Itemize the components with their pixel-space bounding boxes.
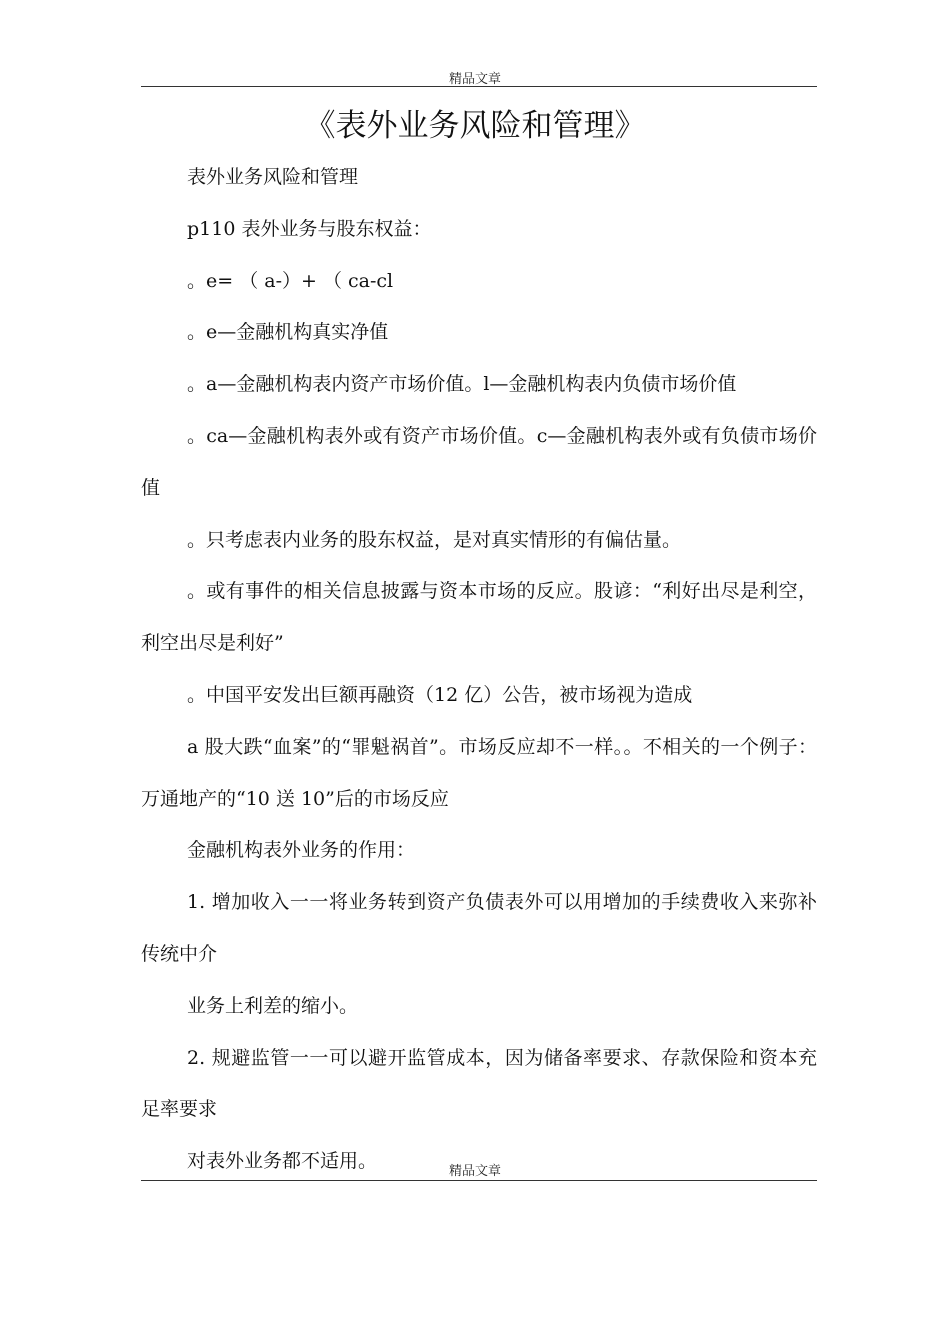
paragraph: 表外业务风险和管理: [187, 166, 359, 188]
paragraph: 业务上利差的缩小。: [187, 994, 359, 1017]
paragraph: 。e= （ a-）+ （ ca-cl: [187, 269, 394, 292]
paragraph: p110 表外业务与股东权益：: [187, 217, 432, 240]
paragraph: 对表外业务都不适用。: [187, 1150, 378, 1173]
paragraph: a 股大跌“血案”的“罪魁祸首”。市场反应却不一样。。不相关的一个例子：万通地产的“10 送 10”后的市场反应: [141, 735, 817, 810]
paragraph: 。a—金融机构表内资产市场价值。l—金融机构表内负债市场价值: [187, 373, 737, 396]
header-rule: [141, 86, 817, 87]
paragraph: 2. 规避监管一一可以避开监管成本，因为储备率要求、存款保险和资本充足率要求: [141, 1046, 817, 1121]
header-text: 精品文章: [448, 72, 501, 87]
document-body: [141, 152, 817, 1188]
paragraph: 。或有事件的相关信息披露与资本市场的反应。股谚：“利好出尽是利空，利空出尽是利好”: [141, 580, 817, 655]
footer-text: 精品文章: [448, 1164, 501, 1179]
document-title: 《表外业务风险和管理》: [304, 108, 646, 144]
paragraph: 。ca—金融机构表外或有资产市场价值。c—金融机构表外或有负债市场价值: [141, 424, 817, 499]
paragraph: 。中国平安发出巨额再融资（12 亿）公告，被市场视为造成: [187, 683, 693, 706]
footer-rule: [141, 1180, 817, 1181]
paragraph: 金融机构表外业务的作用：: [187, 839, 416, 862]
paragraph: 1. 增加收入一一将业务转到资产负债表外可以用增加的手续费收入来弥补传统中介: [141, 891, 817, 965]
paragraph: 。只考虑表内业务的股东权益，是对真实情形的有偏估量。: [187, 528, 682, 551]
paragraph: 。e—金融机构真实净值: [187, 321, 389, 344]
